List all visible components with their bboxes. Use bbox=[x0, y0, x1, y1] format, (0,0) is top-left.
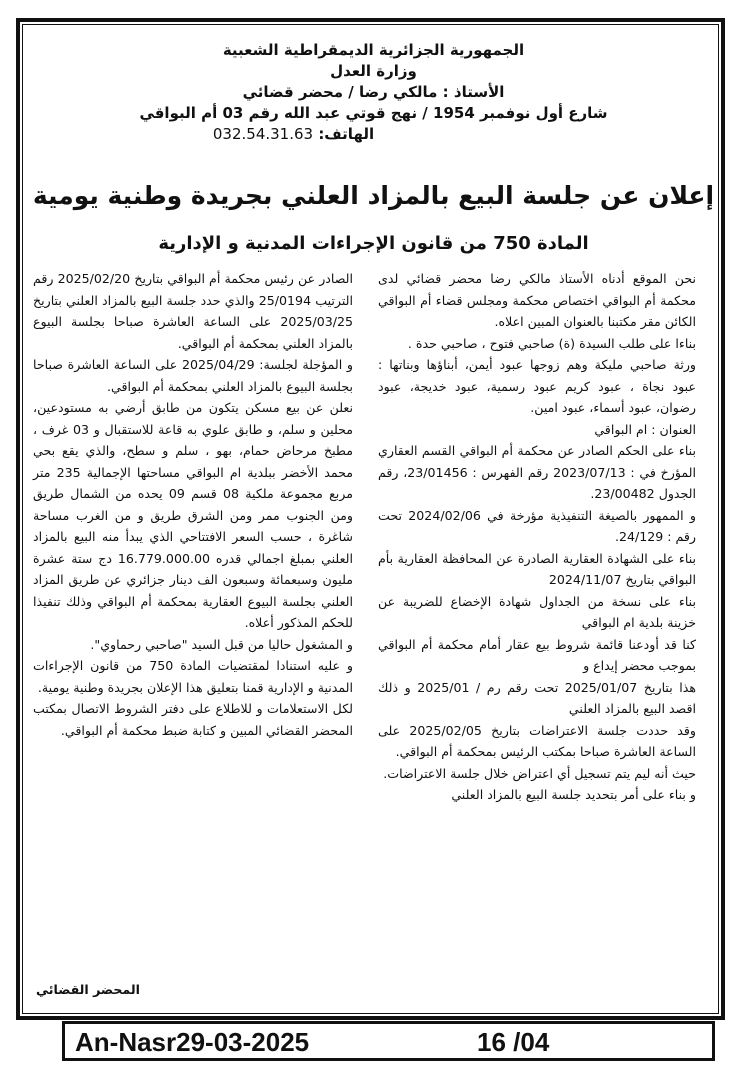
paragraph: كنا قد أودعنا قائمة شروط بيع عقار أمام محكمة أم البواقي بموجب محضر إيداع و bbox=[378, 636, 696, 673]
paragraph: حيث أنه ليم يتم تسجيل أي اعتراض خلال جلسة الاعتراضات. bbox=[383, 765, 696, 781]
paragraph: و المؤجلة لجلسة: 2025/04/29 على الساعة العاشرة صباحا بجلسة البيوع بالمزاد العلني بمحكمة أم البواقي. bbox=[33, 357, 353, 394]
paragraph: و بناء على أمر بتحديد جلسة البيع بالمزاد العلني bbox=[451, 787, 696, 802]
paragraph: العنوان : ام البواقي bbox=[594, 421, 696, 437]
paragraph: و الممهور بالصيغة التنفيذية مؤرخة في 2024/02/06 تحت رقم : 24/129. bbox=[378, 507, 696, 544]
announcement-subtitle: المادة 750 من قانون الإجراءات المدنية و الإدارية bbox=[158, 233, 589, 254]
phone-label: الهاتف: bbox=[318, 125, 375, 143]
ministry-name: وزارة العدل bbox=[330, 62, 417, 80]
paragraph: هذا بتاريخ 2025/01/07 تحت رقم رم / 2025/01 و ذلك اقصد البيع بالمزاد العلني bbox=[378, 679, 696, 716]
announcement-title: إعلان عن جلسة البيع بالمزاد العلني بجريدة وطنية يومية bbox=[32, 181, 715, 210]
paragraph: لكل الاستعلامات و للاطلاع على دفتر الشروط الاتصال بمكتب المحضر القضائي المبين و كتابة ضبط محكمة أم البواقي. bbox=[33, 701, 353, 738]
paragraph: وقد حددت جلسة الاعتراضات بتاريخ 2025/02/05 على الساعة العاشرة صباحا بمكتب الرئيس بمحكمة أم البواقي. bbox=[378, 722, 697, 759]
phone-line bbox=[40, 124, 707, 145]
page-reference: 16 /04 bbox=[477, 1027, 550, 1057]
publication-footer bbox=[62, 1021, 715, 1061]
paragraph: بناءا على طلب السيدة (ة) صاحبي فتوح ، صاحبي حدة . bbox=[407, 335, 696, 351]
paragraph: نحن الموقع أدناه الأستاذ مالكي رضا محضر قضائي لدى محكمة أم البواقي اختصاص محكمة ومجلس قضاء أم البواقي الكائن مقر مكتبنا بالعنوان المبين اعلاه. bbox=[378, 271, 696, 329]
phone-number: 032.54.31.63 bbox=[212, 125, 314, 143]
paragraph: و المشغول حاليا من قبل السيد "صاحبي رحماوي". bbox=[90, 636, 353, 652]
paragraph: بناء على نسخة من الجداول شهادة الإخضاع للضريبة عن خزينة بلدية ام البواقي bbox=[378, 593, 696, 630]
paragraph: نعلن عن بيع مسكن يتكون من طابق أرضي به مستودعين، محلين و سلم، و طابق علوي به قاعة للاستقبال و 03 غرف ، مطبخ مرحاض حمام، بهو ، سلم و سطح، والذي يقع بحي محمد الأخضر ببلدية ام البواقي مساحتها الإجمالية 235 متر مربع مجموعة ملكية 08 قسم 09 يحده من الشمال طريق ومن الجنوب ممر ومن الشرق طريق و من الغرب مساحة شاغرة ، حسب السعر الافتتاحي الذي يبدأ منه البيع بالمزاد العلني بمبلغ اجمالي قدره 16.779.000.00 دج ستة عشرة مليون وسبعمائة وسبعون الف دينار جزائري عن طريق المزاد العلني بجلسة البيوع العقارية بمحكمة أم البواقي وذلك تنفيذا للحكم المذكور أعلاه. bbox=[33, 400, 353, 630]
letterhead bbox=[40, 40, 707, 145]
left-column bbox=[33, 268, 353, 741]
publication-date: An-Nasr29-03-2025 bbox=[75, 1027, 310, 1057]
paragraph: الصادر عن رئيس محكمة أم البواقي بتاريخ 2025/02/20 رقم الترتيب 25/0194 والذي حدد جلسة البيع بالمزاد العلني بتاريخ 2025/03/25 على الساعة العاشرة صباحا بجلسة البيوع بالمزاد العلني بمحكمة أم البواقي. bbox=[33, 271, 353, 351]
paragraph: ورثة صاحبي مليكة وهم زوجها عبود أيمن، أبناؤها وبناتها : عبود نجاة ، عبود كريم عبود رسمية، عبود خديجة، عبود رضوان، عبود أسماء، عبود امين. bbox=[378, 357, 696, 415]
bailiff-name: الأستاذ : مالكي رضا / محضر قضائي bbox=[242, 83, 505, 101]
paragraph: بناء على الحكم الصادر عن محكمة أم البواقي القسم العقاري المؤرخ في : 2023/07/13 رقم الفهرس : 23/01456، رقم الجدول 23/00482. bbox=[378, 443, 696, 501]
signature: المحضر القضائي bbox=[36, 982, 140, 997]
paragraph: بناء على الشهادة العقارية الصادرة عن المحافظة العقارية بأم البواقي بتاريخ 2024/11/07 bbox=[378, 550, 696, 587]
right-column bbox=[378, 268, 696, 806]
republic-name: الجمهورية الجزائرية الديمقراطية الشعبية bbox=[222, 41, 525, 59]
office-address: شارع أول نوفمبر 1954 / نهج قوتي عبد الله رقم 03 أم البواقي bbox=[139, 104, 608, 122]
paragraph: و عليه استنادا لمقتضيات المادة 750 من قانون الإجراءات المدنية و الإدارية قمنا بتعليق هذا الإعلان بجريدة وطنية يومية. bbox=[33, 658, 353, 695]
